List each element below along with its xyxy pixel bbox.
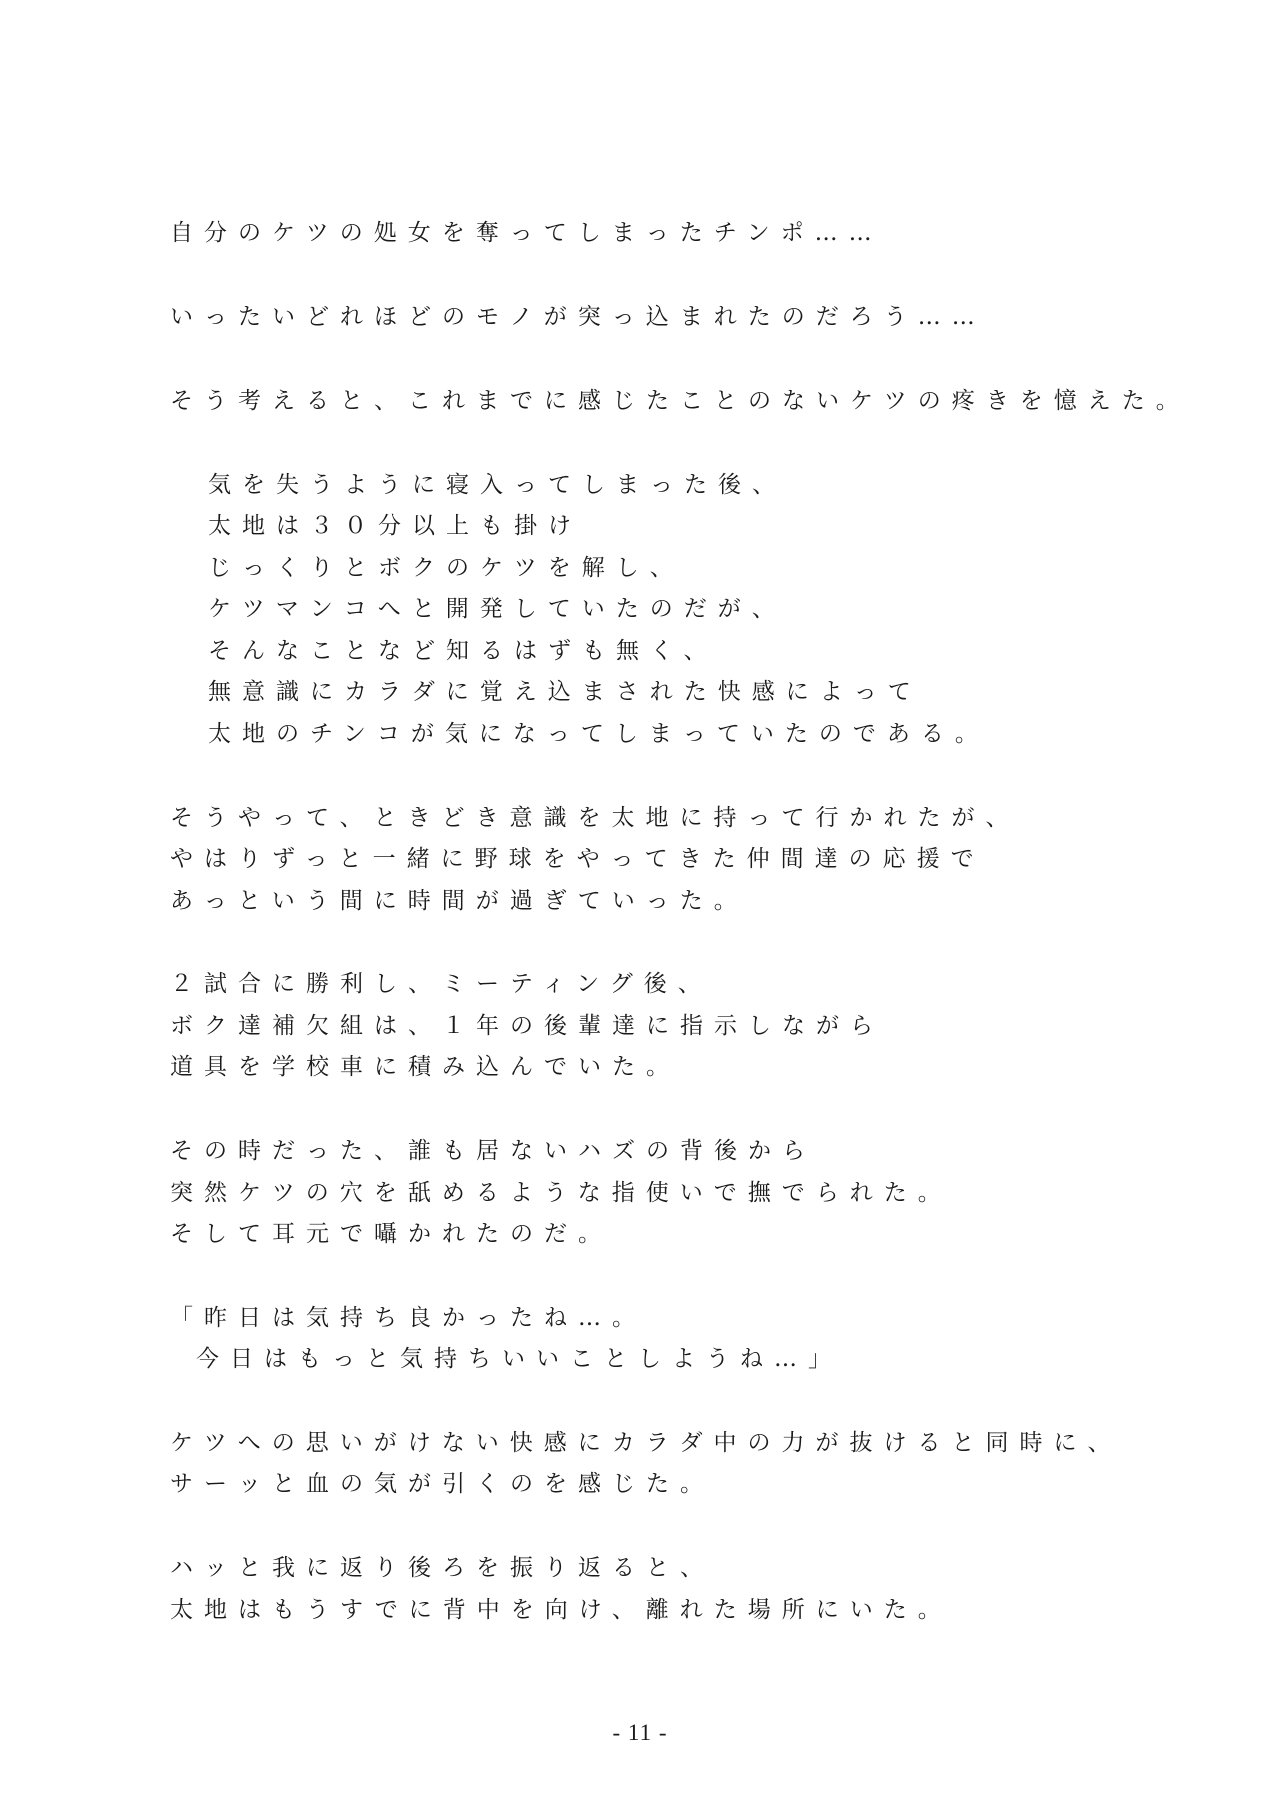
text-line: 無意識にカラダに覚え込まされた快感によって <box>208 679 922 705</box>
text-line: 太地のチンコが気になってしまっていたのである。 <box>208 721 989 747</box>
text-line: あっという間に時間が過ぎていった。 <box>170 888 748 914</box>
text-line: そして耳元で囁かれたのだ。 <box>170 1221 612 1247</box>
text-line: 突然ケツの穴を舐めるような指使いで撫でられた。 <box>170 1180 952 1206</box>
text-line: そうやって、ときどき意識を太地に持って行かれたが、 <box>170 805 1020 831</box>
text-line: ケツへの思いがけない快感にカラダ中の力が抜けると同時に、 <box>170 1430 1122 1456</box>
text-line: その時だった、誰も居ないハズの背後から <box>170 1138 816 1164</box>
text-line: 太地は３０分以上も掛け <box>208 513 582 539</box>
text-line: ボク達補欠組は、１年の後輩達に指示しながら <box>170 1013 884 1039</box>
text-line: 「昨日は気持ち良かったね…。 <box>170 1305 646 1331</box>
text-line: 太地はもうすでに背中を向け、離れた場所にいた。 <box>170 1597 952 1623</box>
text-line: そう考えると、これまでに感じたことのないケツの疼きを憶えた。 <box>170 388 1190 414</box>
text-line: 自分のケツの処女を奪ってしまったチンポ…… <box>170 220 883 246</box>
text-line: やはりずっと一緒に野球をやってきた仲間達の応援で <box>170 846 985 872</box>
text-line: ２試合に勝利し、ミーティング後、 <box>170 971 712 997</box>
text-line: 道具を学校車に積み込んでいた。 <box>170 1054 680 1080</box>
text-line: ケツマンコへと開発していたのだが、 <box>208 596 786 622</box>
page-number: - 11 - <box>612 1720 668 1745</box>
text-line: じっくりとボクのケツを解し、 <box>208 555 684 581</box>
text-line: ハッと我に返り後ろを振り返ると、 <box>170 1555 714 1581</box>
text-line: 気を失うように寝入ってしまった後、 <box>208 472 786 498</box>
text-line: 今日はもっと気持ちいいことしようね…」 <box>196 1346 842 1372</box>
text-line: いったいどれほどのモノが突っ込まれたのだろう…… <box>170 304 986 330</box>
text-line: そんなことなど知るはずも無く、 <box>208 638 718 664</box>
text-line: サーッと血の気が引くのを感じた。 <box>170 1471 714 1497</box>
